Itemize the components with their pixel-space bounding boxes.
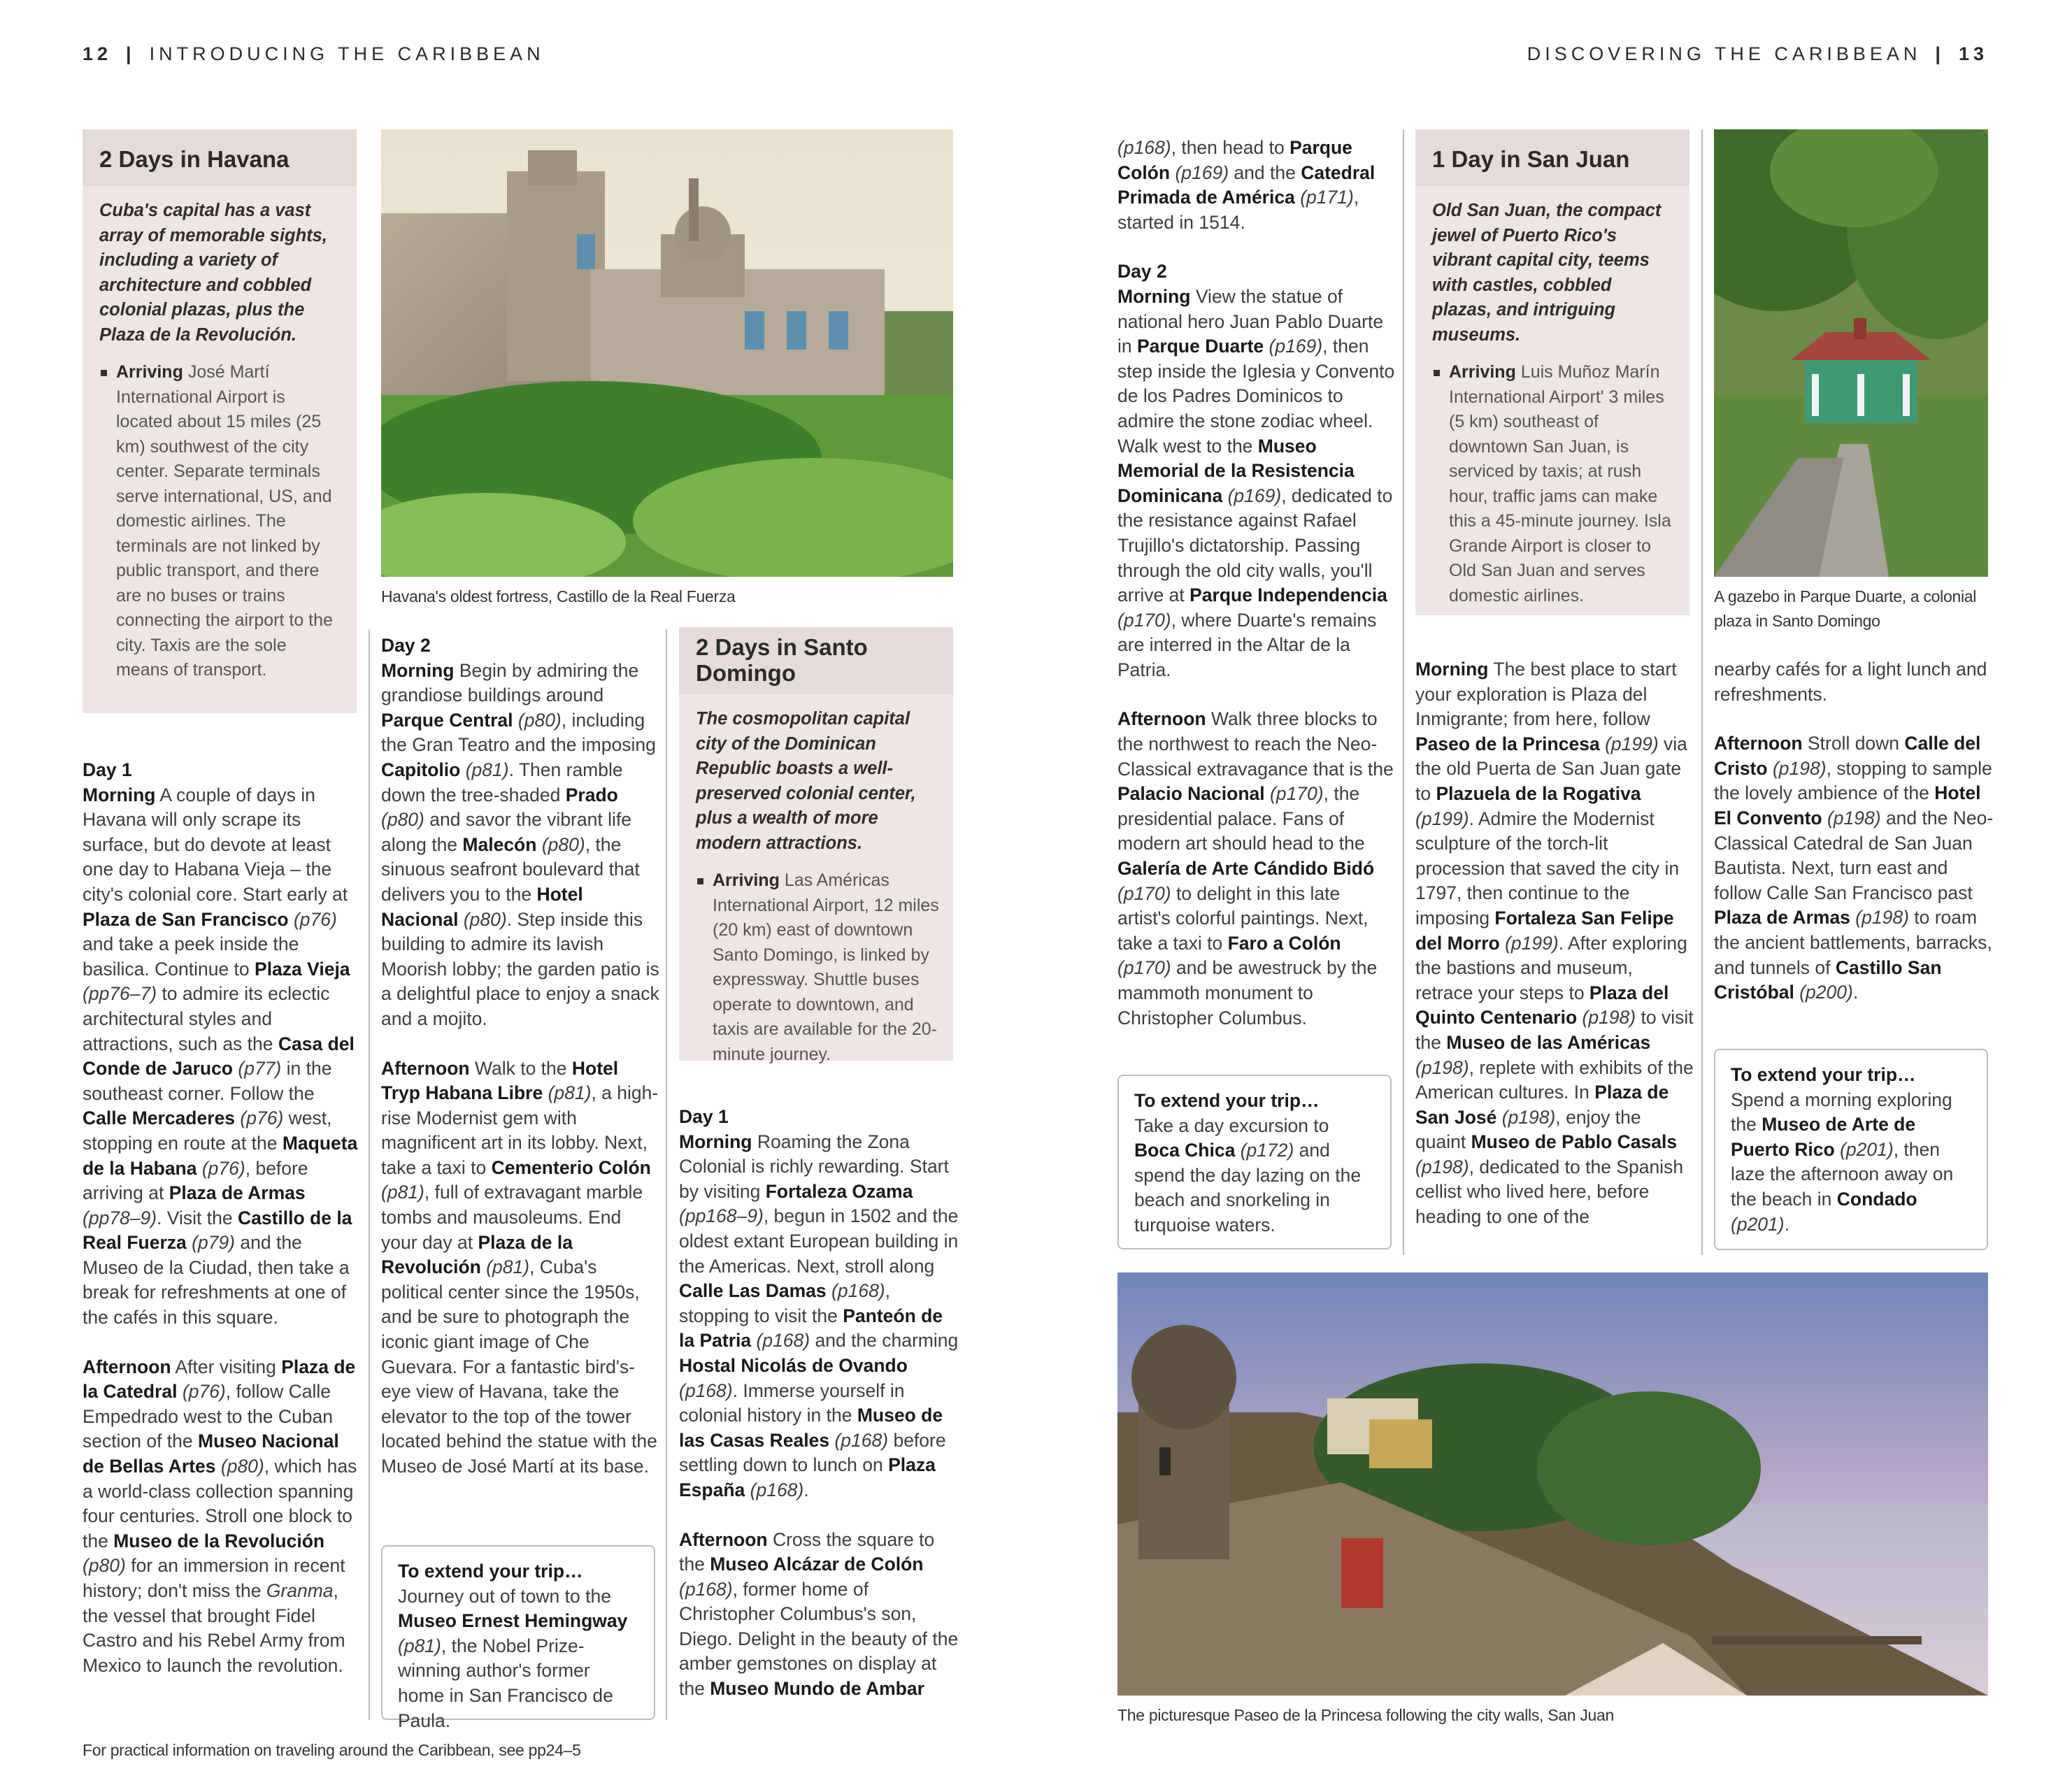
sanjuan-afternoon: Afternoon Stroll down Calle del Cristo (p198), stopping to sample the lovely ambience of the Hotel El Convento (p198) and the Neo-Classical Catedral de San Juan Bautista. Next, turn east and follow Calle San Francisco past Plaza de Armas (p198) to roam the ancient battlements, barracks, and tunnels of Castillo San Cristóbal (p200). xyxy=(1714,733,1994,1003)
santo-arriving: Arriving Las Américas International Airport, 12 miles (20 km) east of downtown Santo Domingo, is linked by expressway. Shuttle buses operate to downtown, and taxis are available for the 20-minute journey. xyxy=(679,863,953,1078)
sanjuan-afternoon-column xyxy=(1714,657,1994,1005)
havana-day1-afternoon: Afternoon After visiting Plaza de la Catedral (p76), follow Calle Empedrado west to the Cuban section of the Museo Nacional de Bellas Artes (p80), which has a world-class collection spanning four centuries. Stroll one block to the Museo de la Revolución (p80) for an immersion in recent history; don't miss the Granma, the vessel that brought Fidel Castro and his Rebel Army from Mexico to launch the revolution. xyxy=(83,1356,357,1676)
santo-extend-text: Take a day excursion to Boca Chica (p172) and spend the day lazing on the beach and snorkeling in turquoise waters. xyxy=(1134,1114,1362,1235)
extend-heading: To extend your trip… xyxy=(1731,1064,1916,1085)
havana-day2-afternoon: Afternoon Walk to the Hotel Tryp Habana Libre (p81), a high-rise Modernist gem with magnificent art in its lobby. Next, take a taxi to Cementerio Colón (p81), full of extravagant marble tombs and mausoleums. End your day at Plaza de la Revolución (p81), Cuba's political center since the 1950s, and be sure to photograph the iconic giant image of Che Guevara. For a fantastic bird's-eye view of Havana, take the elevator to the top of the tower located behind the statue with the Museo de José Martí at its base. xyxy=(381,1057,659,1477)
santo-day1-column xyxy=(679,1105,959,1702)
santo-day1-continued: (p168), then head to Parque Colón (p169) and the Catedral Primada de América (p171), started in 1514. xyxy=(1117,137,1376,233)
santo-day2-morning: Morning View the statue of national hero Juan Pablo Duarte in Parque Duarte (p169), then step inside the Iglesia y Convento de los Padres Dominicos to admire the stone zodiac wheel. Walk west to the Museo Memorial de la Resistencia Dominicana (p169), dedicated to the resistance against Rafael Trujillo's dictatorship. Passing through the old city walls, you'll arrive at Parque Independencia (p170), where Duarte's remains are interred in the Altar de la Patria. xyxy=(1117,285,1395,680)
extend-heading: To extend your trip… xyxy=(398,1561,583,1582)
sanjuan-extend-text: Spend a morning exploring the Museo de Arte de Puerto Rico (p201), then laze the afternoon away on the beach in Condado (p201). xyxy=(1731,1089,1954,1235)
santo-box-title: 2 Days in Santo Domingo xyxy=(679,627,953,694)
havana-box-title: 2 Days in Havana xyxy=(83,129,357,186)
san-juan-info-box xyxy=(1415,129,1689,615)
gazebo-photo xyxy=(1714,129,1988,577)
extend-heading: To extend your trip… xyxy=(1134,1090,1320,1111)
santo-day2-heading: Day 2 xyxy=(1117,261,1167,282)
page-footer: For practical information on traveling around the Caribbean, see pp24–5 xyxy=(83,1741,581,1759)
havana-day2-morning: Morning Begin by admiring the grandiose buildings around Parque Central (p80), including the Gran Teatro and the imposing Capitolio (p81). Then ramble down the tree-shaded Prado (p80) and savor the vibrant life along the Malecón (p80), the sinuous seafront boulevard that delivers you to the Hotel Nacional (p80). Step inside this building to admire its lavish Moorish lobby; the garden patio is a delightful place to enjoy a snack and a mojito. xyxy=(381,659,659,1029)
page-number-right: 13 xyxy=(1958,43,1988,64)
sanjuan-photo-caption: The picturesque Paseo de la Princesa following the city walls, San Juan xyxy=(1117,1706,1614,1724)
section-title-left: INTRODUCING THE CARIBBEAN xyxy=(149,43,545,64)
havana-day1-heading: Day 1 xyxy=(83,759,132,780)
havana-day2-column xyxy=(381,633,661,1479)
havana-day1-morning: Morning A couple of days in Havana will only scrape its surface, but do devote at least one day to Habana Vieja – the city's colonial core. Start early at Plaza de San Francisco (p76) and take a peek inside the basilica. Continue to Plaza Vieja (pp76–7) to admire its eclectic architectural styles and attractions, such as the Casa del Conde de Jaruco (p77) in the southeast corner. Follow the Calle Mercaderes (p76) west, stopping en route at the Maqueta de la Habana (p76), before arriving at Plaza de Armas (pp78–9). Visit the Castillo de la Real Fuerza (p79) and the Museo de la Ciudad, then take a break for refreshments at one of the cafés in this square. xyxy=(83,784,358,1328)
havana-extend-text: Journey out of town to the Museo Ernest Hemingway (p81), the Nobel Prize-winning author's former home in San Francisco de Paula. xyxy=(398,1585,628,1731)
havana-fortress-photo xyxy=(381,129,953,577)
havana-box-intro: Cuba's capital has a vast array of memorable sights, including a variety of architecture and cobbled colonial plazas, plus the Plaza de la Revolución. xyxy=(99,201,327,345)
column-divider xyxy=(369,629,370,1720)
sanjuan-box-title: 1 Day in San Juan xyxy=(1415,129,1689,186)
havana-arriving: Arriving José Martí International Airport is located about 15 miles (25 km) southwest of the city center. Separate terminals serve international, US, and domestic airlines. The terminals are not linked by public transport, and there are no buses or trains connecting the airport to the city. Taxis are the sole means of transport. xyxy=(83,354,357,694)
running-header-right: DISCOVERING THE CARIBBEAN | 13 xyxy=(1527,43,1988,64)
havana-day2-heading: Day 2 xyxy=(381,635,431,656)
column-divider xyxy=(1403,129,1404,1255)
gazebo-photo-caption: A gazebo in Parque Duarte, a colonial plaza in Santo Domingo xyxy=(1714,587,1977,630)
santo-box-intro: The cosmopolitan capital city of the Dominican Republic boasts a well-preserved colonial center, plus a wealth of more modern attractions. xyxy=(696,709,916,853)
running-header-left: 12 | INTRODUCING THE CARIBBEAN xyxy=(83,43,545,64)
santo-continued-column xyxy=(1117,136,1397,1031)
column-divider xyxy=(1701,129,1703,1255)
sanjuan-extend-box xyxy=(1714,1049,1988,1250)
santo-day1-morning: Morning Roaming the Zona Colonial is richly rewarding. Start by visiting Fortaleza Ozama (pp168–9), begun in 1502 and the oldest extant European building in the Americas. Next, stroll along Calle Las Damas (p168), stopping to visit the Panteón de la Patria (p168) and the charming Hostal Nicolás de Ovando (p168). Immerse yourself in colonial history in the Museo de las Casas Reales (p168) before settling down to lunch on Plaza España (p168). xyxy=(679,1131,959,1500)
havana-photo-caption: Havana's oldest fortress, Castillo de la Real Fuerza xyxy=(381,587,736,605)
sanjuan-arriving: Arriving Luis Muñoz Marín International Airport' 3 miles (5 km) southeast of downtown San Juan, is serviced by taxis; at rush hour, traffic jams can make this a 45-minute journey. Isla Grande Airport is closer to Old San Juan and serves domestic airlines. xyxy=(1415,354,1689,619)
san-juan-city-walls-photo xyxy=(1117,1273,1988,1696)
havana-info-box xyxy=(83,129,357,713)
sanjuan-morning: Morning The best place to start your exploration is Plaza del Inmigrante; from here, follow Paseo de la Princesa (p199) via the old Puerta de San Juan gate to Plazuela de la Rogativa (p199). Admire the Modernist sculpture of the torch-lit procession that saved the city in 1797, then continue to the imposing Fortaleza San Felipe del Morro (p199). After exploring the bastions and museum, retrace your steps to Plaza del Quinto Centenario (p198) to visit the Museo de las Américas (p198), replete with exhibits of the American cultures. In Plaza de San José (p198), enjoy the quaint Museo de Pablo Casals (p198), dedicated to the Spanish cellist who lived here, before heading to one of the xyxy=(1415,659,1694,1228)
section-title-right: DISCOVERING THE CARIBBEAN xyxy=(1527,43,1922,64)
column-divider xyxy=(666,629,667,1720)
santo-day1-heading: Day 1 xyxy=(679,1106,729,1127)
santo-day2-afternoon: Afternoon Walk three blocks to the northwest to reach the Neo-Classical extravagance that is the Palacio Nacional (p170), the presidential palace. Fans of modern art should head to the Galería de Arte Cándido Bidó (p170) to delight in this late artist's colorful paintings. Next, take a taxi to Faro a Colón (p170) and be awestruck by the mammoth monument to Christopher Columbus. xyxy=(1117,708,1394,1028)
havana-extend-box xyxy=(381,1545,655,1731)
santo-domingo-info-box xyxy=(679,627,953,1064)
page-number-left: 12 xyxy=(83,43,113,64)
santo-extend-box xyxy=(1117,1075,1392,1249)
havana-day1-column xyxy=(83,758,362,1678)
sanjuan-morning-continued: nearby cafés for a light lunch and refreshments. xyxy=(1714,659,1987,705)
sanjuan-morning-column xyxy=(1415,657,1695,1230)
sanjuan-box-intro: Old San Juan, the compact jewel of Puerto Rico's vibrant capital city, teems with castles, cobbled plazas, and intriguing museums. xyxy=(1432,201,1662,345)
santo-day1-afternoon: Afternoon Cross the square to the Museo Alcázar de Colón (p168), former home of Christopher Columbus's son, Diego. Delight in the beauty of the amber gemstones on display at the Museo Mundo de Ambar xyxy=(679,1528,959,1700)
